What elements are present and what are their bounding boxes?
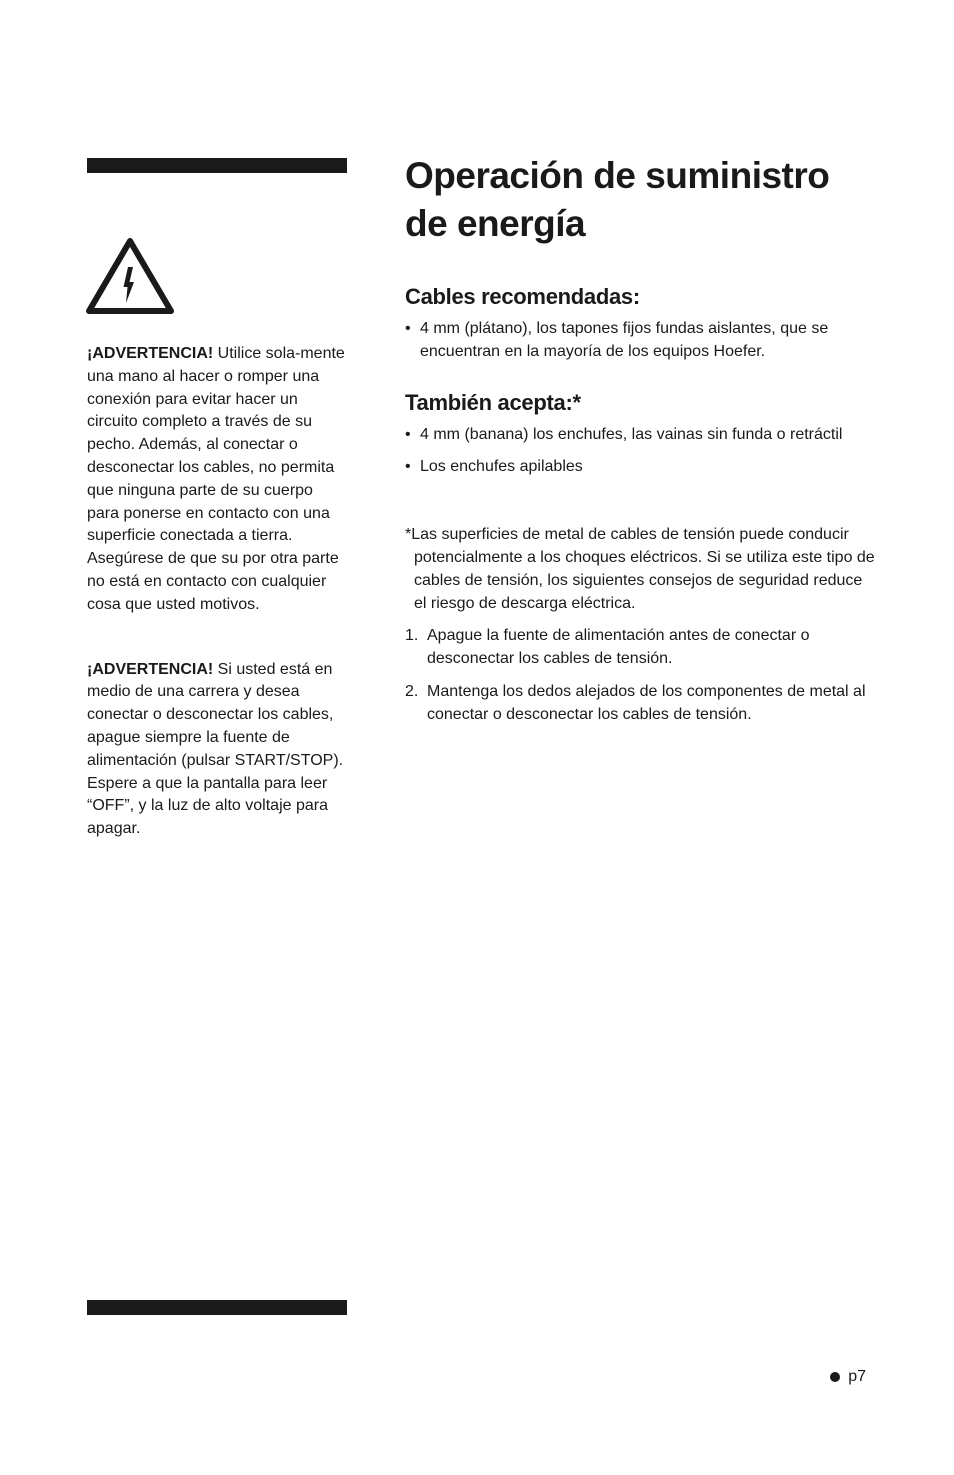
- page-title-line-2: de energía: [405, 203, 586, 244]
- warning-text: Si usted está en medio de una carrera y desea conectar o desconectar los cables, apague siempre la fuente de alimentación (pulsar START/STOP). Espere a que la pantalla para leer “OFF”, y la luz de alto voltaje para apagar.: [87, 660, 344, 838]
- page-number: p7: [848, 1368, 866, 1385]
- step-number: 1.: [405, 627, 419, 644]
- warning-sidebar: [87, 343, 349, 841]
- top-rule: [87, 158, 347, 173]
- electrical-hazard-icon: [86, 237, 174, 315]
- warning-paragraph-1: [87, 343, 349, 617]
- numbered-steps: [405, 624, 875, 726]
- bullet-dot-icon: [830, 1372, 840, 1382]
- page-title: [405, 152, 875, 248]
- warning-label: ¡ADVERTENCIA!: [87, 660, 214, 678]
- step-text: Mantenga los dedos alejados de los componentes de metal al conectar o desconectar los cables de tensión.: [427, 683, 866, 723]
- warning-label: ¡ADVERTENCIA!: [87, 345, 214, 362]
- bottom-rule: [87, 1300, 347, 1315]
- bullet-list-tambien: [405, 423, 875, 478]
- warning-paragraph-2: [87, 659, 349, 841]
- page-footer: [830, 1366, 866, 1388]
- section-heading-cables: Cables recomendadas:: [405, 284, 640, 309]
- step-item: [405, 624, 875, 670]
- main-content: [405, 152, 875, 726]
- list-item: • 4 mm (banana) los enchufes, las vainas sin funda o retráctil: [405, 423, 875, 446]
- step-number: 2.: [405, 683, 419, 700]
- step-item: [405, 680, 875, 726]
- list-item: • Los enchufes apilables: [405, 455, 875, 478]
- step-text: Apague la fuente de alimentación antes de conectar o desconectar los cables de tensión.: [427, 627, 810, 667]
- bullet-list-cables: [405, 317, 875, 363]
- list-item: • 4 mm (plátano), los tapones fijos fundas aislantes, que se encuentran en la mayoría de los equipos Hoefer.: [405, 317, 875, 363]
- page-title-line-1: Operación de suministro: [405, 155, 830, 196]
- section-heading-tambien: También acepta:*: [405, 390, 581, 415]
- footnote: *Las superficies de metal de cables de tensión puede conducir potencialmente a los choques eléctricos. Si se utiliza este tipo de cables de tensión, los siguientes consejos de seguridad reduce el riesgo de descarga eléctrica.: [405, 526, 875, 612]
- warning-text: Utilice sola-mente una mano al hacer o romper una conexión para evitar hacer un circuito completo a través de su pecho. Además, al conectar o desconectar los cables, no permita que ninguna parte de su cuerpo para ponerse en contacto con una superficie conectada a tierra. Asegúrese de que su por otra parte no está en contacto con cualquier cosa que usted motivos.: [87, 345, 345, 613]
